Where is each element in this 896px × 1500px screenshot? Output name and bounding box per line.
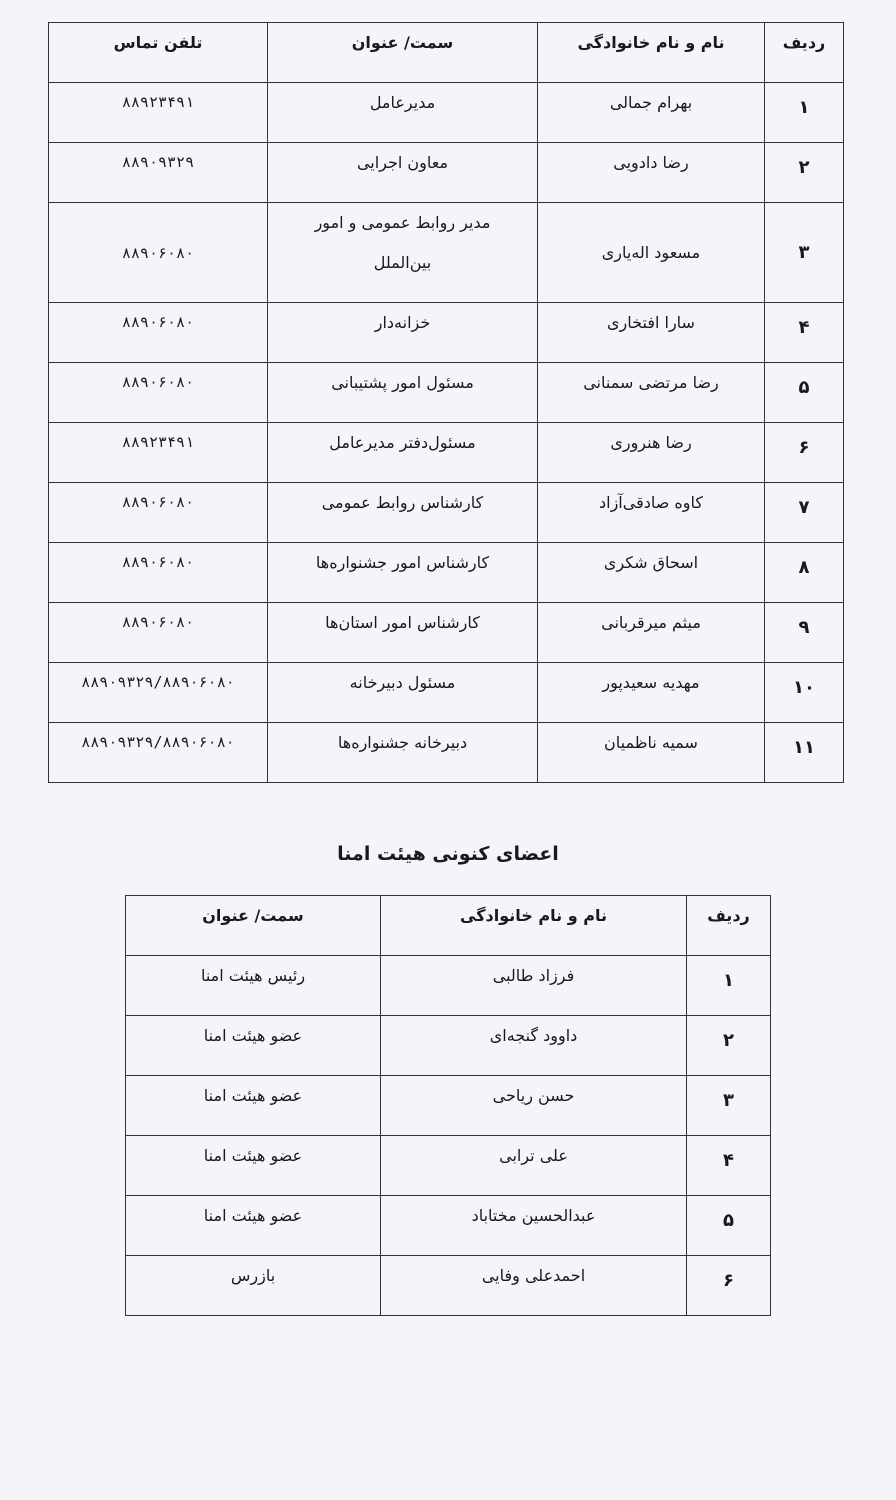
header-title: سمت/ عنوان <box>268 23 538 83</box>
person-title: مسئول دبیرخانه <box>268 663 538 723</box>
person-name: رضا دادویی <box>538 143 765 203</box>
trustees-header-row <box>126 896 771 956</box>
row-number: ۱۰ <box>765 663 844 723</box>
row-number: ۴ <box>765 303 844 363</box>
person-name: مسعود اله‌یاری <box>538 203 765 303</box>
table-row <box>126 1016 771 1076</box>
row-number: ۱ <box>765 83 844 143</box>
person-name: اسحاق شکری <box>538 543 765 603</box>
phone-number: ۸۸۹۰۹۳۲۹/۸۸۹۰۶۰۸۰ <box>49 723 268 783</box>
phone-number: ۸۸۹۰۶۰۸۰ <box>49 483 268 543</box>
header-phone: تلفن تماس <box>49 23 268 83</box>
row-number: ۵ <box>765 363 844 423</box>
table-row <box>49 423 844 483</box>
person-title-line-1: مدیر روابط عمومی و امور <box>314 213 491 232</box>
phone-number: ۸۸۹۰۹۳۲۹ <box>49 143 268 203</box>
row-number: ۴ <box>687 1136 771 1196</box>
table-row <box>49 663 844 723</box>
person-title: معاون اجرایی <box>268 143 538 203</box>
table-row <box>126 1136 771 1196</box>
table-row <box>49 543 844 603</box>
phone-number: ۸۸۹۰۶۰۸۰ <box>49 203 268 303</box>
header-row-number: ردیف <box>687 896 771 956</box>
table-row <box>126 1256 771 1316</box>
phone-number: ۸۸۹۰۶۰۸۰ <box>49 603 268 663</box>
row-number: ۵ <box>687 1196 771 1256</box>
person-name: علی ترابی <box>381 1136 687 1196</box>
person-title: بازرس <box>126 1256 381 1316</box>
person-title: مسئول امور پشتیبانی <box>268 363 538 423</box>
person-name: کاوه صادقی‌آزاد <box>538 483 765 543</box>
table-row <box>49 143 844 203</box>
row-number: ۶ <box>687 1256 771 1316</box>
table-row <box>49 723 844 783</box>
staff-header-row <box>49 23 844 83</box>
row-number: ۳ <box>687 1076 771 1136</box>
phone-number: ۸۸۹۰۶۰۸۰ <box>49 363 268 423</box>
table-row <box>49 483 844 543</box>
person-title: رئیس هیئت امنا <box>126 956 381 1016</box>
trustees-section-title: اعضای کنونی هیئت امنا <box>337 843 559 865</box>
person-title: دبیرخانه جشنواره‌ها <box>268 723 538 783</box>
table-row <box>126 1076 771 1136</box>
person-title: عضو هیئت امنا <box>126 1196 381 1256</box>
row-number: ۲ <box>765 143 844 203</box>
person-title: عضو هیئت امنا <box>126 1016 381 1076</box>
person-title: عضو هیئت امنا <box>126 1136 381 1196</box>
phone-number: ۸۸۹۰۶۰۸۰ <box>49 543 268 603</box>
person-name: رضا هنروری <box>538 423 765 483</box>
staff-table <box>48 22 844 783</box>
phone-number: ۸۸۹۰۶۰۸۰ <box>49 303 268 363</box>
person-title: مدیرعامل <box>268 83 538 143</box>
person-title <box>268 203 538 303</box>
person-name: سارا افتخاری <box>538 303 765 363</box>
person-name: عبدالحسین مختاباد <box>381 1196 687 1256</box>
row-number: ۹ <box>765 603 844 663</box>
header-name: نام و نام خانوادگی <box>538 23 765 83</box>
header-row-number: ردیف <box>765 23 844 83</box>
person-title: کارشناس امور استان‌ها <box>268 603 538 663</box>
table-row <box>49 603 844 663</box>
person-title: کارشناس امور جشنواره‌ها <box>268 543 538 603</box>
person-name: احمدعلی وفایی <box>381 1256 687 1316</box>
person-name: داوود گنجه‌ای <box>381 1016 687 1076</box>
person-name: میثم میرقربانی <box>538 603 765 663</box>
row-number: ۱ <box>687 956 771 1016</box>
person-title: مسئول‌دفتر مدیرعامل <box>268 423 538 483</box>
person-title: عضو هیئت امنا <box>126 1076 381 1136</box>
person-title-line-2: بین‌الملل <box>373 253 432 272</box>
table-row <box>126 956 771 1016</box>
person-name: سمیه ناظمیان <box>538 723 765 783</box>
person-name: مهدیه سعیدپور <box>538 663 765 723</box>
table-row <box>126 1196 771 1256</box>
row-number: ۱۱ <box>765 723 844 783</box>
table-row <box>49 83 844 143</box>
table-row <box>49 303 844 363</box>
person-title: کارشناس روابط عمومی <box>268 483 538 543</box>
trustees-table <box>125 895 771 1316</box>
header-title: سمت/ عنوان <box>126 896 381 956</box>
row-number: ۸ <box>765 543 844 603</box>
row-number: ۲ <box>687 1016 771 1076</box>
person-name: رضا مرتضی سمنانی <box>538 363 765 423</box>
person-title: خزانه‌دار <box>268 303 538 363</box>
person-name: فرزاد طالبی <box>381 956 687 1016</box>
table-row <box>49 363 844 423</box>
person-name: بهرام جمالی <box>538 83 765 143</box>
table-row <box>49 203 844 303</box>
row-number: ۶ <box>765 423 844 483</box>
row-number: ۳ <box>765 203 844 303</box>
phone-number: ۸۸۹۰۹۳۲۹/۸۸۹۰۶۰۸۰ <box>49 663 268 723</box>
phone-number: ۸۸۹۲۳۴۹۱ <box>49 423 268 483</box>
person-name: حسن ریاحی <box>381 1076 687 1136</box>
header-name: نام و نام خانوادگی <box>381 896 687 956</box>
phone-number: ۸۸۹۲۳۴۹۱ <box>49 83 268 143</box>
row-number: ۷ <box>765 483 844 543</box>
